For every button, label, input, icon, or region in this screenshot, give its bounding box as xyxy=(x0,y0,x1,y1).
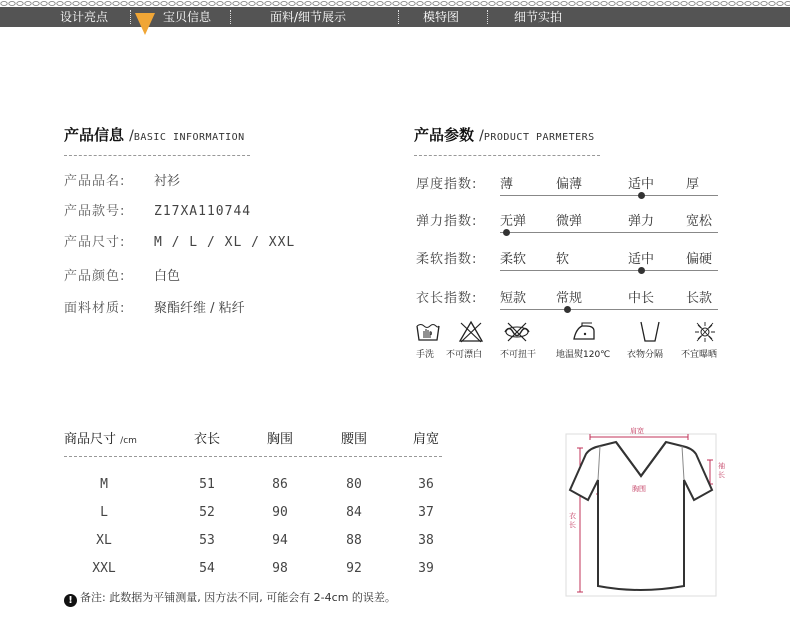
care-label: 地温熨120℃ xyxy=(556,350,611,360)
size-value-cell: 94 xyxy=(272,533,288,548)
note-text: 备注: 此数据为平铺测量, 因方法不同, 可能会有 2-4cm 的误差。 xyxy=(80,591,396,604)
size-value-cell: 88 xyxy=(346,533,362,548)
info-value: Z17XA110744 xyxy=(154,204,252,219)
size-value-cell: 86 xyxy=(272,477,288,492)
divider-line xyxy=(414,155,600,156)
measurement-note xyxy=(64,589,396,607)
separate-wash-icon xyxy=(637,320,663,344)
divider-line xyxy=(64,155,250,156)
active-tab-marker xyxy=(135,13,155,35)
param-indicator-dot xyxy=(638,267,645,274)
size-label: XL xyxy=(96,533,112,548)
param-indicator-dot xyxy=(564,306,571,313)
param-option: 长款 xyxy=(686,291,713,306)
info-value: 白色 xyxy=(154,269,181,284)
param-scale-line xyxy=(500,232,718,233)
size-value-cell: 90 xyxy=(272,505,288,520)
param-option: 中长 xyxy=(628,291,655,306)
params-heading: 产品参数 xyxy=(414,126,475,144)
nav-tab-product-info[interactable]: 宝贝信息 xyxy=(163,10,212,24)
size-value-cell: 52 xyxy=(199,505,215,520)
param-indicator-dot xyxy=(638,192,645,199)
param-option: 适中 xyxy=(628,252,655,267)
nav-divider xyxy=(130,10,131,24)
size-col-header: 肩宽 xyxy=(412,432,439,447)
size-value-cell: 38 xyxy=(418,533,434,548)
info-label: 产品尺寸: xyxy=(64,235,126,250)
basic-info-title xyxy=(64,124,245,145)
warning-icon: ! xyxy=(64,594,77,607)
param-option: 偏硬 xyxy=(686,252,713,267)
param-option: 柔软 xyxy=(500,252,527,267)
size-value-cell: 98 xyxy=(272,561,288,576)
size-col-header: 胸围 xyxy=(266,432,293,447)
no-wring-icon xyxy=(504,320,530,344)
param-option: 弹力 xyxy=(628,214,655,229)
care-label: 不可漂白 xyxy=(446,350,483,360)
size-value-cell: 39 xyxy=(418,561,434,576)
care-label: 不宜曝晒 xyxy=(681,350,718,360)
info-label: 产品颜色: xyxy=(64,269,126,284)
hand-wash-icon xyxy=(415,320,441,344)
param-option: 短款 xyxy=(500,291,527,306)
shoulder-label: 肩宽 xyxy=(630,427,644,435)
info-row-sku xyxy=(64,200,251,219)
param-option: 薄 xyxy=(500,177,514,192)
size-label: L xyxy=(100,505,108,520)
low-iron-icon xyxy=(571,320,597,344)
param-option: 宽松 xyxy=(686,214,713,229)
measurement-diagram xyxy=(560,420,730,600)
care-label: 手洗 xyxy=(416,350,435,360)
size-label: XXL xyxy=(92,561,116,576)
size-value-cell: 53 xyxy=(199,533,215,548)
basic-info-subtitle: BASIC INFORMATION xyxy=(133,132,245,143)
nav-tab-details[interactable]: 细节实拍 xyxy=(514,10,563,24)
param-option: 偏薄 xyxy=(556,177,583,192)
nav-tab-fabric[interactable]: 面料/细节展示 xyxy=(270,10,347,24)
nav-bar xyxy=(0,7,790,27)
title-slash: / xyxy=(129,128,134,144)
nav-pattern-strip xyxy=(0,0,790,7)
size-value-cell: 37 xyxy=(418,505,434,520)
param-label: 柔软指数: xyxy=(416,252,478,267)
param-option: 适中 xyxy=(628,177,655,192)
info-label: 产品品名: xyxy=(64,174,126,189)
info-value: M / L / XL / XXL xyxy=(154,235,296,250)
top-nav xyxy=(0,0,790,30)
nav-divider xyxy=(398,10,399,24)
param-option: 无弹 xyxy=(500,214,527,229)
info-value: 聚酯纤维 / 粘纤 xyxy=(154,301,245,316)
params-title xyxy=(414,124,595,145)
shirt-diagram-icon xyxy=(560,420,730,600)
param-scale-line xyxy=(500,309,718,310)
info-label: 产品款号: xyxy=(64,204,126,219)
info-label: 面料材质: xyxy=(64,301,126,316)
nav-divider xyxy=(487,10,488,24)
chest-label: 胸围 xyxy=(632,485,646,493)
nav-divider xyxy=(230,10,231,24)
care-label: 不可扭干 xyxy=(500,350,537,360)
nav-tab-model[interactable]: 模特图 xyxy=(423,10,460,24)
care-label: 衣物分隔 xyxy=(627,350,664,360)
info-row-material xyxy=(64,297,245,316)
param-scale-line xyxy=(500,195,718,196)
param-indicator-dot xyxy=(503,229,510,236)
title-slash: / xyxy=(479,128,484,144)
size-table-heading: 商品尺寸 xyxy=(64,432,117,447)
param-option: 软 xyxy=(556,252,570,267)
size-label: M xyxy=(100,477,108,492)
info-row-color xyxy=(64,265,180,284)
table-divider xyxy=(64,456,442,457)
param-label: 弹力指数: xyxy=(416,214,478,229)
size-value-cell: 36 xyxy=(418,477,434,492)
info-row-sizes xyxy=(64,231,295,250)
size-value-cell: 80 xyxy=(346,477,362,492)
params-subtitle: PRODUCT PARMETERS xyxy=(483,132,595,143)
info-value: 衬衫 xyxy=(154,174,181,189)
info-row-name xyxy=(64,170,180,189)
size-value-cell: 51 xyxy=(199,477,215,492)
size-table-title xyxy=(64,428,137,447)
nav-tab-design[interactable]: 设计亮点 xyxy=(60,10,109,24)
param-option: 常规 xyxy=(556,291,583,306)
size-value-cell: 84 xyxy=(346,505,362,520)
basic-info-heading: 产品信息 xyxy=(64,126,125,144)
size-col-header: 衣长 xyxy=(193,432,220,447)
no-bleach-icon xyxy=(458,320,484,344)
size-value-cell: 92 xyxy=(346,561,362,576)
size-col-header: 腰围 xyxy=(340,432,367,447)
no-sun-dry-icon xyxy=(692,320,718,344)
sleeve-label: 袖长 xyxy=(718,462,725,479)
param-label: 衣长指数: xyxy=(416,291,478,306)
param-label: 厚度指数: xyxy=(416,177,478,192)
param-option: 微弹 xyxy=(556,214,583,229)
length-label: 衣长 xyxy=(569,512,576,529)
size-value-cell: 54 xyxy=(199,561,215,576)
param-scale-line xyxy=(500,270,718,271)
size-table-unit: /cm xyxy=(120,436,137,446)
param-option: 厚 xyxy=(686,177,700,192)
